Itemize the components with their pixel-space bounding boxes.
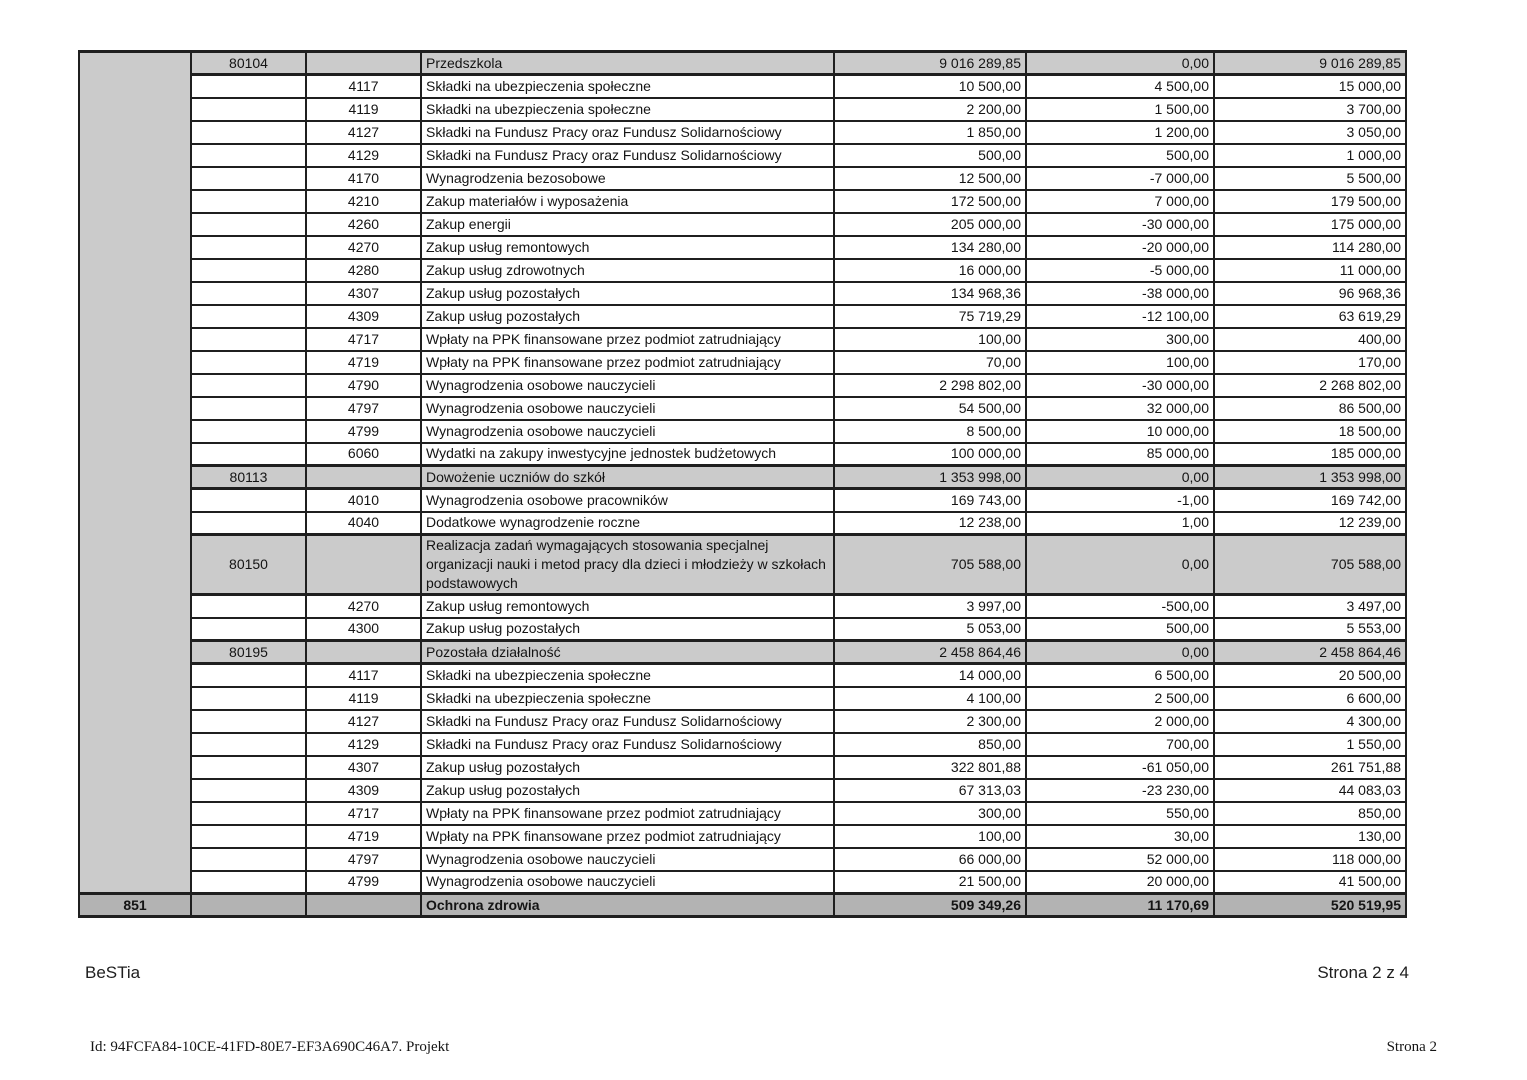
amount-before-cell: 1 850,00 — [834, 121, 1026, 144]
rozdzial-code-cell — [191, 825, 306, 848]
item-name-cell: Zakup usług pozostałych — [421, 756, 834, 779]
amount-before-cell: 300,00 — [834, 802, 1026, 825]
rozdzial-code-cell — [191, 733, 306, 756]
paragraf-code-cell: 4790 — [306, 374, 421, 397]
rozdzial-code-cell — [191, 351, 306, 374]
paragraf-code-cell: 4270 — [306, 236, 421, 259]
amount-before-cell: 10 500,00 — [834, 75, 1026, 98]
table-row — [79, 213, 1406, 236]
table-row — [79, 167, 1406, 190]
amount-before-cell: 2 200,00 — [834, 98, 1026, 121]
table-row — [79, 282, 1406, 305]
amount-change-cell: 0,00 — [1026, 466, 1214, 489]
rozdzial-code-cell — [191, 75, 306, 98]
paragraf-code-cell: 6060 — [306, 443, 421, 466]
rozdzial-code-cell — [191, 167, 306, 190]
rozdzial-code-cell — [191, 894, 306, 917]
amount-change-cell: -61 050,00 — [1026, 756, 1214, 779]
item-name-cell: Realizacja zadań wymagających stosowania specjalnej organizacji nauki i metod pracy dla dzieci i młodzieży w szkołach podstawowych — [421, 535, 834, 595]
table-row — [79, 733, 1406, 756]
item-name-cell: Dowożenie uczniów do szkół — [421, 466, 834, 489]
item-name-cell: Zakup usług pozostałych — [421, 282, 834, 305]
rozdzial-code-cell — [191, 190, 306, 213]
amount-change-cell: -20 000,00 — [1026, 236, 1214, 259]
paragraf-code-cell — [306, 466, 421, 489]
amount-before-cell: 850,00 — [834, 733, 1026, 756]
rozdzial-code-cell — [191, 595, 306, 618]
rozdzial-code-cell — [191, 664, 306, 687]
amount-change-cell: -500,00 — [1026, 595, 1214, 618]
table-row — [79, 489, 1406, 512]
table-row — [79, 779, 1406, 802]
amount-change-cell: -12 100,00 — [1026, 305, 1214, 328]
amount-after-cell: 86 500,00 — [1214, 397, 1406, 420]
paragraf-code-cell — [306, 894, 421, 917]
paragraf-code-cell: 4270 — [306, 595, 421, 618]
rozdzial-code-cell — [191, 443, 306, 466]
amount-change-cell: 0,00 — [1026, 535, 1214, 595]
paragraf-code-cell: 4129 — [306, 733, 421, 756]
table-row — [79, 535, 1406, 595]
amount-after-cell: 179 500,00 — [1214, 190, 1406, 213]
amount-after-cell: 12 239,00 — [1214, 512, 1406, 535]
table-row — [79, 512, 1406, 535]
item-name-cell: Składki na Fundusz Pracy oraz Fundusz Solidarnościowy — [421, 144, 834, 167]
item-name-cell: Wpłaty na PPK finansowane przez podmiot zatrudniający — [421, 351, 834, 374]
table-row — [79, 236, 1406, 259]
item-name-cell: Dodatkowe wynagrodzenie roczne — [421, 512, 834, 535]
table-row — [79, 121, 1406, 144]
amount-after-cell: 5 500,00 — [1214, 167, 1406, 190]
item-name-cell: Wynagrodzenia osobowe nauczycieli — [421, 420, 834, 443]
rozdzial-code-cell — [191, 512, 306, 535]
paragraf-code-cell: 4799 — [306, 871, 421, 894]
amount-before-cell: 322 801,88 — [834, 756, 1026, 779]
amount-after-cell: 705 588,00 — [1214, 535, 1406, 595]
amount-change-cell: -30 000,00 — [1026, 213, 1214, 236]
paragraf-code-cell: 4309 — [306, 779, 421, 802]
table-row — [79, 802, 1406, 825]
amount-after-cell: 11 000,00 — [1214, 259, 1406, 282]
paragraf-code-cell: 4117 — [306, 664, 421, 687]
table-row — [79, 144, 1406, 167]
amount-after-cell: 1 000,00 — [1214, 144, 1406, 167]
amount-after-cell: 520 519,95 — [1214, 894, 1406, 917]
budget-table — [78, 50, 1407, 918]
item-name-cell: Składki na ubezpieczenia społeczne — [421, 98, 834, 121]
table-row — [79, 374, 1406, 397]
rozdzial-code-cell — [191, 328, 306, 351]
amount-before-cell: 5 053,00 — [834, 618, 1026, 641]
document-id: Id: 94FCFA84-10CE-41FD-80E7-EF3A690C46A7. Projekt — [90, 1039, 450, 1055]
item-name-cell: Wpłaty na PPK finansowane przez podmiot zatrudniający — [421, 328, 834, 351]
paragraf-code-cell — [306, 535, 421, 595]
page-indicator: Strona 2 z 4 — [1317, 963, 1409, 982]
item-name-cell: Wynagrodzenia osobowe nauczycieli — [421, 848, 834, 871]
paragraf-code-cell: 4260 — [306, 213, 421, 236]
paragraf-code-cell: 4719 — [306, 351, 421, 374]
paragraf-code-cell: 4307 — [306, 756, 421, 779]
amount-change-cell: 4 500,00 — [1026, 75, 1214, 98]
amount-change-cell: 30,00 — [1026, 825, 1214, 848]
amount-after-cell: 41 500,00 — [1214, 871, 1406, 894]
item-name-cell: Wynagrodzenia bezosobowe — [421, 167, 834, 190]
item-name-cell: Wydatki na zakupy inwestycyjne jednostek budżetowych — [421, 443, 834, 466]
table-row — [79, 710, 1406, 733]
item-name-cell: Składki na Fundusz Pracy oraz Fundusz Solidarnościowy — [421, 733, 834, 756]
item-name-cell: Składki na Fundusz Pracy oraz Fundusz Solidarnościowy — [421, 121, 834, 144]
amount-before-cell: 75 719,29 — [834, 305, 1026, 328]
rozdzial-code-cell — [191, 397, 306, 420]
amount-before-cell: 169 743,00 — [834, 489, 1026, 512]
rozdzial-code-cell — [191, 871, 306, 894]
amount-after-cell: 185 000,00 — [1214, 443, 1406, 466]
amount-before-cell: 12 238,00 — [834, 512, 1026, 535]
amount-before-cell: 66 000,00 — [834, 848, 1026, 871]
dzial-code-cell: 851 — [79, 894, 191, 917]
amount-after-cell: 850,00 — [1214, 802, 1406, 825]
item-name-cell: Składki na ubezpieczenia społeczne — [421, 75, 834, 98]
amount-after-cell: 170,00 — [1214, 351, 1406, 374]
amount-after-cell: 169 742,00 — [1214, 489, 1406, 512]
table-row — [79, 98, 1406, 121]
amount-after-cell: 20 500,00 — [1214, 664, 1406, 687]
item-name-cell: Zakup usług remontowych — [421, 595, 834, 618]
amount-after-cell: 175 000,00 — [1214, 213, 1406, 236]
amount-before-cell: 172 500,00 — [834, 190, 1026, 213]
amount-before-cell: 12 500,00 — [834, 167, 1026, 190]
table-row — [79, 664, 1406, 687]
paragraf-code-cell: 4129 — [306, 144, 421, 167]
amount-after-cell: 96 968,36 — [1214, 282, 1406, 305]
amount-after-cell: 4 300,00 — [1214, 710, 1406, 733]
rozdzial-code-cell — [191, 848, 306, 871]
amount-before-cell: 100 000,00 — [834, 443, 1026, 466]
dzial-column-spacer — [79, 52, 191, 894]
item-name-cell: Przedszkola — [421, 52, 834, 75]
amount-change-cell: 2 500,00 — [1026, 687, 1214, 710]
item-name-cell: Składki na ubezpieczenia społeczne — [421, 664, 834, 687]
amount-change-cell: 1,00 — [1026, 512, 1214, 535]
item-name-cell: Zakup usług pozostałych — [421, 779, 834, 802]
amount-after-cell: 261 751,88 — [1214, 756, 1406, 779]
paragraf-code-cell — [306, 641, 421, 664]
amount-change-cell: 6 500,00 — [1026, 664, 1214, 687]
amount-change-cell: 550,00 — [1026, 802, 1214, 825]
paragraf-code-cell: 4170 — [306, 167, 421, 190]
item-name-cell: Wynagrodzenia osobowe pracowników — [421, 489, 834, 512]
amount-after-cell: 5 553,00 — [1214, 618, 1406, 641]
table-row — [79, 687, 1406, 710]
amount-after-cell: 3 497,00 — [1214, 595, 1406, 618]
table-row — [79, 52, 1406, 75]
amount-change-cell: 300,00 — [1026, 328, 1214, 351]
amount-change-cell: 52 000,00 — [1026, 848, 1214, 871]
item-name-cell: Zakup usług pozostałych — [421, 305, 834, 328]
paragraf-code-cell: 4040 — [306, 512, 421, 535]
amount-change-cell: -30 000,00 — [1026, 374, 1214, 397]
amount-before-cell: 1 353 998,00 — [834, 466, 1026, 489]
amount-before-cell: 705 588,00 — [834, 535, 1026, 595]
amount-change-cell: -1,00 — [1026, 489, 1214, 512]
item-name-cell: Wpłaty na PPK finansowane przez podmiot zatrudniający — [421, 802, 834, 825]
paragraf-code-cell: 4280 — [306, 259, 421, 282]
item-name-cell: Zakup materiałów i wyposażenia — [421, 190, 834, 213]
paragraf-code-cell: 4717 — [306, 802, 421, 825]
rozdzial-code-cell — [191, 687, 306, 710]
amount-before-cell: 2 298 802,00 — [834, 374, 1026, 397]
table-row — [79, 641, 1406, 664]
rozdzial-code-cell — [191, 618, 306, 641]
amount-before-cell: 2 458 864,46 — [834, 641, 1026, 664]
item-name-cell: Wynagrodzenia osobowe nauczycieli — [421, 374, 834, 397]
item-name-cell: Zakup usług pozostałych — [421, 618, 834, 641]
rozdzial-code-cell: 80113 — [191, 466, 306, 489]
app-name: BeSTia — [85, 963, 141, 982]
rozdzial-code-cell — [191, 802, 306, 825]
table-row — [79, 595, 1406, 618]
rozdzial-code-cell — [191, 236, 306, 259]
rozdzial-code-cell — [191, 213, 306, 236]
paragraf-code-cell: 4127 — [306, 710, 421, 733]
rozdzial-code-cell — [191, 779, 306, 802]
amount-change-cell: -38 000,00 — [1026, 282, 1214, 305]
amount-before-cell: 134 968,36 — [834, 282, 1026, 305]
amount-change-cell: 700,00 — [1026, 733, 1214, 756]
rozdzial-code-cell — [191, 98, 306, 121]
item-name-cell: Zakup energii — [421, 213, 834, 236]
item-name-cell: Pozostała działalność — [421, 641, 834, 664]
item-name-cell: Wynagrodzenia osobowe nauczycieli — [421, 871, 834, 894]
amount-before-cell: 4 100,00 — [834, 687, 1026, 710]
item-name-cell: Wpłaty na PPK finansowane przez podmiot zatrudniający — [421, 825, 834, 848]
amount-after-cell: 2 268 802,00 — [1214, 374, 1406, 397]
amount-before-cell: 100,00 — [834, 825, 1026, 848]
table-row — [79, 443, 1406, 466]
rozdzial-code-cell — [191, 710, 306, 733]
amount-after-cell: 6 600,00 — [1214, 687, 1406, 710]
table-row — [79, 894, 1406, 917]
amount-before-cell: 509 349,26 — [834, 894, 1026, 917]
paragraf-code-cell: 4119 — [306, 98, 421, 121]
amount-after-cell: 114 280,00 — [1214, 236, 1406, 259]
amount-after-cell: 44 083,03 — [1214, 779, 1406, 802]
amount-change-cell: 100,00 — [1026, 351, 1214, 374]
amount-before-cell: 9 016 289,85 — [834, 52, 1026, 75]
amount-after-cell: 3 050,00 — [1214, 121, 1406, 144]
table-row — [79, 618, 1406, 641]
item-name-cell: Zakup usług zdrowotnych — [421, 259, 834, 282]
paragraf-code-cell: 4119 — [306, 687, 421, 710]
paragraf-code-cell: 4300 — [306, 618, 421, 641]
amount-before-cell: 134 280,00 — [834, 236, 1026, 259]
table-row — [79, 305, 1406, 328]
amount-change-cell: 0,00 — [1026, 641, 1214, 664]
item-name-cell: Zakup usług remontowych — [421, 236, 834, 259]
rozdzial-code-cell — [191, 420, 306, 443]
budget-table-body — [79, 52, 1406, 917]
table-row — [79, 190, 1406, 213]
amount-after-cell: 15 000,00 — [1214, 75, 1406, 98]
item-name-cell: Wynagrodzenia osobowe nauczycieli — [421, 397, 834, 420]
paragraf-code-cell: 4797 — [306, 397, 421, 420]
table-row — [79, 351, 1406, 374]
amount-before-cell: 500,00 — [834, 144, 1026, 167]
amount-before-cell: 3 997,00 — [834, 595, 1026, 618]
paragraf-code-cell — [306, 52, 421, 75]
amount-change-cell: -5 000,00 — [1026, 259, 1214, 282]
amount-after-cell: 1 353 998,00 — [1214, 466, 1406, 489]
amount-after-cell: 3 700,00 — [1214, 98, 1406, 121]
paragraf-code-cell: 4127 — [306, 121, 421, 144]
amount-before-cell: 70,00 — [834, 351, 1026, 374]
paragraf-code-cell: 4010 — [306, 489, 421, 512]
paragraf-code-cell: 4799 — [306, 420, 421, 443]
amount-after-cell: 9 016 289,85 — [1214, 52, 1406, 75]
amount-before-cell: 100,00 — [834, 328, 1026, 351]
amount-change-cell: 10 000,00 — [1026, 420, 1214, 443]
rozdzial-code-cell — [191, 489, 306, 512]
table-row — [79, 397, 1406, 420]
amount-after-cell: 63 619,29 — [1214, 305, 1406, 328]
rozdzial-code-cell — [191, 282, 306, 305]
amount-change-cell: -23 230,00 — [1026, 779, 1214, 802]
table-row — [79, 848, 1406, 871]
paragraf-code-cell: 4117 — [306, 75, 421, 98]
amount-change-cell: 32 000,00 — [1026, 397, 1214, 420]
table-row — [79, 420, 1406, 443]
rozdzial-code-cell — [191, 374, 306, 397]
rozdzial-code-cell — [191, 305, 306, 328]
paragraf-code-cell: 4797 — [306, 848, 421, 871]
amount-before-cell: 67 313,03 — [834, 779, 1026, 802]
amount-change-cell: -7 000,00 — [1026, 167, 1214, 190]
amount-before-cell: 21 500,00 — [834, 871, 1026, 894]
amount-before-cell: 14 000,00 — [834, 664, 1026, 687]
amount-change-cell: 500,00 — [1026, 144, 1214, 167]
item-name-cell: Składki na ubezpieczenia społeczne — [421, 687, 834, 710]
paragraf-code-cell: 4719 — [306, 825, 421, 848]
rozdzial-code-cell: 80150 — [191, 535, 306, 595]
table-row — [79, 75, 1406, 98]
amount-after-cell: 118 000,00 — [1214, 848, 1406, 871]
item-name-cell: Ochrona zdrowia — [421, 894, 834, 917]
table-row — [79, 825, 1406, 848]
amount-change-cell: 20 000,00 — [1026, 871, 1214, 894]
amount-change-cell: 0,00 — [1026, 52, 1214, 75]
amount-change-cell: 2 000,00 — [1026, 710, 1214, 733]
amount-after-cell: 400,00 — [1214, 328, 1406, 351]
paragraf-code-cell: 4309 — [306, 305, 421, 328]
amount-before-cell: 2 300,00 — [834, 710, 1026, 733]
paragraf-code-cell: 4307 — [306, 282, 421, 305]
amount-change-cell: 1 500,00 — [1026, 98, 1214, 121]
table-row — [79, 756, 1406, 779]
amount-after-cell: 130,00 — [1214, 825, 1406, 848]
rozdzial-code-cell — [191, 144, 306, 167]
rozdzial-code-cell: 80104 — [191, 52, 306, 75]
amount-after-cell: 1 550,00 — [1214, 733, 1406, 756]
table-row — [79, 328, 1406, 351]
amount-change-cell: 11 170,69 — [1026, 894, 1214, 917]
rozdzial-code-cell — [191, 756, 306, 779]
amount-before-cell: 16 000,00 — [834, 259, 1026, 282]
table-row — [79, 466, 1406, 489]
page-number: Strona 2 — [1386, 1039, 1437, 1055]
table-row — [79, 259, 1406, 282]
rozdzial-code-cell: 80195 — [191, 641, 306, 664]
table-row — [79, 871, 1406, 894]
amount-change-cell: 85 000,00 — [1026, 443, 1214, 466]
amount-before-cell: 8 500,00 — [834, 420, 1026, 443]
paragraf-code-cell: 4210 — [306, 190, 421, 213]
paragraf-code-cell: 4717 — [306, 328, 421, 351]
amount-change-cell: 1 200,00 — [1026, 121, 1214, 144]
amount-after-cell: 18 500,00 — [1214, 420, 1406, 443]
rozdzial-code-cell — [191, 121, 306, 144]
amount-change-cell: 500,00 — [1026, 618, 1214, 641]
item-name-cell: Składki na Fundusz Pracy oraz Fundusz Solidarnościowy — [421, 710, 834, 733]
rozdzial-code-cell — [191, 259, 306, 282]
amount-change-cell: 7 000,00 — [1026, 190, 1214, 213]
amount-after-cell: 2 458 864,46 — [1214, 641, 1406, 664]
amount-before-cell: 54 500,00 — [834, 397, 1026, 420]
amount-before-cell: 205 000,00 — [834, 213, 1026, 236]
